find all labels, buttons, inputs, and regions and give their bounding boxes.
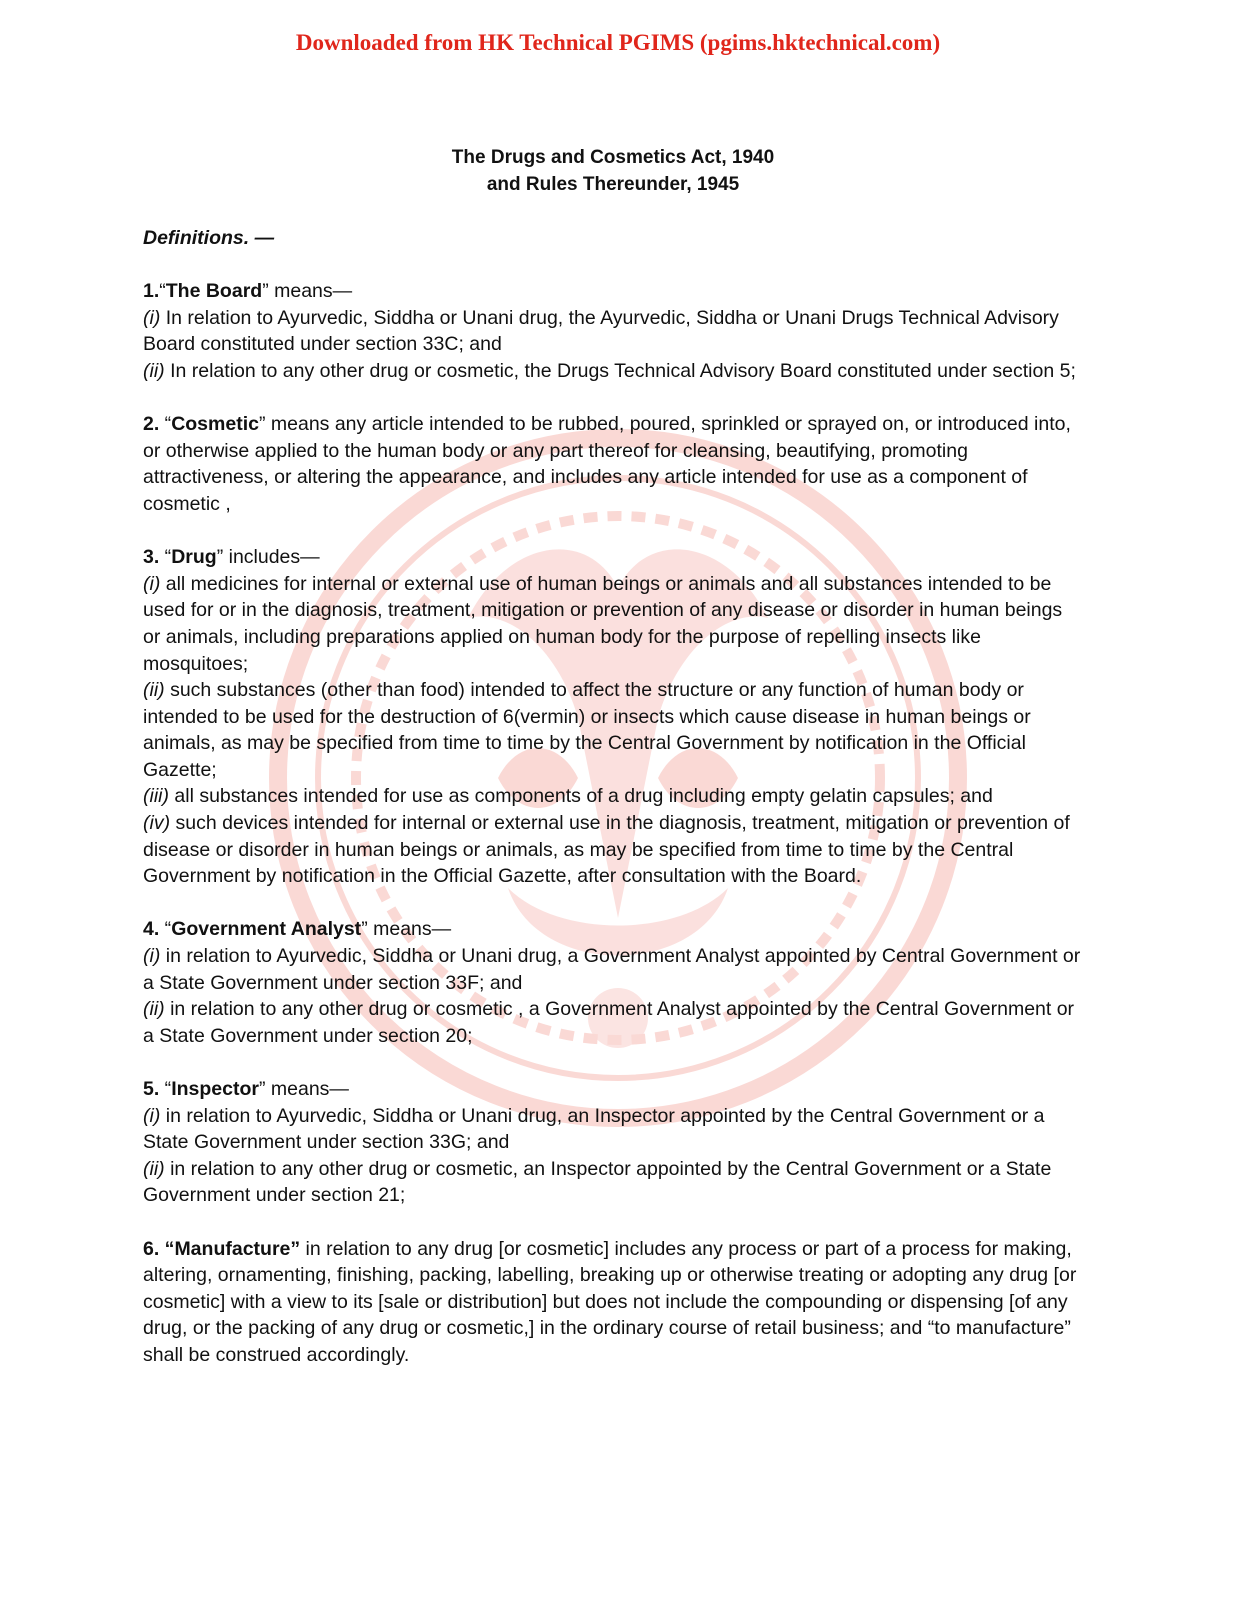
close-quote: ” (258, 1078, 266, 1100)
defined-term: Manufacture (174, 1237, 291, 1260)
definition-number: 3. (143, 546, 160, 569)
document-title (143, 144, 1083, 198)
clause-label: (i) (143, 572, 161, 595)
clause-label: (ii) (143, 679, 165, 702)
clause (143, 677, 1083, 783)
definition-number: 1. (143, 280, 160, 303)
open-quote: “ (159, 546, 172, 569)
clause (143, 571, 1083, 677)
definition-number: 2. (143, 413, 160, 436)
clause-text: such substances (other than food) intended to affect the structure or any function of human body or intended to be used for the destruction of 6(vermin) or insects which cause disease in human beings or animals, as may be specified from time to time by the Central Government by notification in the Official Gazette; (143, 679, 1031, 781)
definition-government-analyst (143, 916, 1083, 1049)
open-quote: “ (159, 1078, 172, 1100)
clause (143, 305, 1083, 358)
definition-number: 5. (143, 1078, 160, 1100)
clause-text: such devices intended for internal or external use in the diagnosis, treatment, mitigation or prevention of disease or disorder in human beings or animals, as may be specified from time to time by the Central Government by notification in the Official Gazette, after consultation with the Board. (143, 812, 1070, 888)
clause-text: in relation to any other drug or cosmetic , a Government Analyst appointed by the Central Government or a State Government under section 20; (143, 998, 1075, 1047)
close-quote: ” (361, 918, 368, 941)
title-line-1: The Drugs and Cosmetics Act, 1940 (451, 147, 775, 168)
open-quote: “ (159, 1237, 175, 1260)
clause-text: in relation to Ayurvedic, Siddha or Unani drug, an Inspector appointed by the Central Government or a State Government under section 33G; and (143, 1104, 1045, 1154)
clause-label: (i) (143, 945, 161, 968)
clause (143, 783, 1083, 810)
definition-manufacture (143, 1236, 1083, 1369)
close-quote: ” (258, 413, 266, 436)
download-source-banner: Downloaded from HK Technical PGIMS (pgims.hktechnical.com) (295, 30, 941, 55)
clause-label: (ii) (143, 359, 165, 382)
defined-term: Government Analyst (171, 918, 362, 941)
definition-cosmetic (143, 411, 1083, 517)
definition-inspector (143, 1076, 1083, 1209)
definition-number: 4. (143, 918, 160, 941)
clause (143, 358, 1083, 385)
definition-intro: means any article intended to be rubbed, poured, sprinkled or sprayed on, or introduced into, or otherwise applied to the human body or any part thereof for cleansing, beautifying, promoting attractiveness, or altering the appearance, and includes any article intended for use as a component of cosmetic , (143, 413, 1071, 515)
close-quote: ” (216, 546, 224, 569)
clause-text: all substances intended for use as components of a drug including empty gelatin capsules; and (168, 785, 993, 808)
definition-lead (143, 411, 1083, 517)
definition-lead (143, 278, 1083, 305)
clause (143, 943, 1083, 996)
clause-label: (ii) (143, 1157, 165, 1180)
clause-label: (iv) (143, 812, 171, 835)
open-quote: “ (159, 280, 166, 303)
close-quote: ” (290, 1237, 301, 1260)
clause (143, 996, 1083, 1049)
close-quote: ” (262, 280, 269, 303)
definition-lead (143, 916, 1083, 943)
definition-lead (143, 544, 1083, 571)
defined-term: Cosmetic (171, 413, 259, 436)
clause-text: all medicines for internal or external use of human beings or animals and all substances intended to be used for or in the diagnosis, treatment, mitigation or prevention of any disease or disorder in human beings or animals, including preparations applied on human body for the purpose of repelling insects like mosquitoes; (143, 572, 1063, 675)
defined-term: The Board (165, 280, 263, 303)
definition-lead (143, 1236, 1083, 1369)
defined-term: Inspector (171, 1078, 259, 1100)
defined-term: Drug (171, 546, 217, 569)
clause (143, 1103, 1083, 1156)
open-quote: “ (159, 413, 172, 436)
open-quote: “ (159, 918, 172, 941)
definition-intro: means— (268, 280, 353, 303)
document-body (143, 140, 1083, 1369)
definition-intro: in relation to any drug [or cosmetic] includes any process or part of a process for making, altering, ornamenting, finishing, packing, labelling, breaking up or otherwise treating or adopting any drug [or cosmetic] with a view to its [sale or distribution] but does not include the compounding or dispensing [of any drug, or the packing of any drug or cosmetic,] in the ordinary course of retail business; and “to manufacture” shall be construed accordingly. (143, 1237, 1077, 1366)
definition-lead (143, 1076, 1083, 1103)
clause-text: In relation to any other drug or cosmetic, the Drugs Technical Advisory Board constituted under section 5; (164, 359, 1076, 382)
clause-label: (iii) (143, 785, 169, 808)
definition-intro: means— (367, 918, 452, 941)
clause-label: (i) (143, 306, 161, 329)
definition-intro: includes— (223, 546, 320, 569)
definition-drug (143, 544, 1083, 890)
clause-text: in relation to Ayurvedic, Siddha or Unani drug, a Government Analyst appointed by Central Government or a State Government under section 33F; and (143, 945, 1081, 994)
clause (143, 810, 1083, 890)
clause (143, 1156, 1083, 1209)
definition-board (143, 278, 1083, 384)
definition-number: 6. (143, 1237, 160, 1260)
definitions-heading: Definitions. — (143, 227, 275, 249)
title-line-2: and Rules Thereunder, 1945 (486, 174, 740, 195)
clause-text: in relation to any other drug or cosmetic, an Inspector appointed by the Central Government or a State Government under section 21; (143, 1157, 1052, 1207)
clause-label: (ii) (143, 998, 165, 1021)
clause-text: In relation to Ayurvedic, Siddha or Unani drug, the Ayurvedic, Siddha or Unani Drugs Technical Advisory Board constituted under section 33C; and (143, 306, 1059, 356)
definition-intro: means— (265, 1078, 349, 1100)
clause-label: (i) (143, 1104, 161, 1127)
